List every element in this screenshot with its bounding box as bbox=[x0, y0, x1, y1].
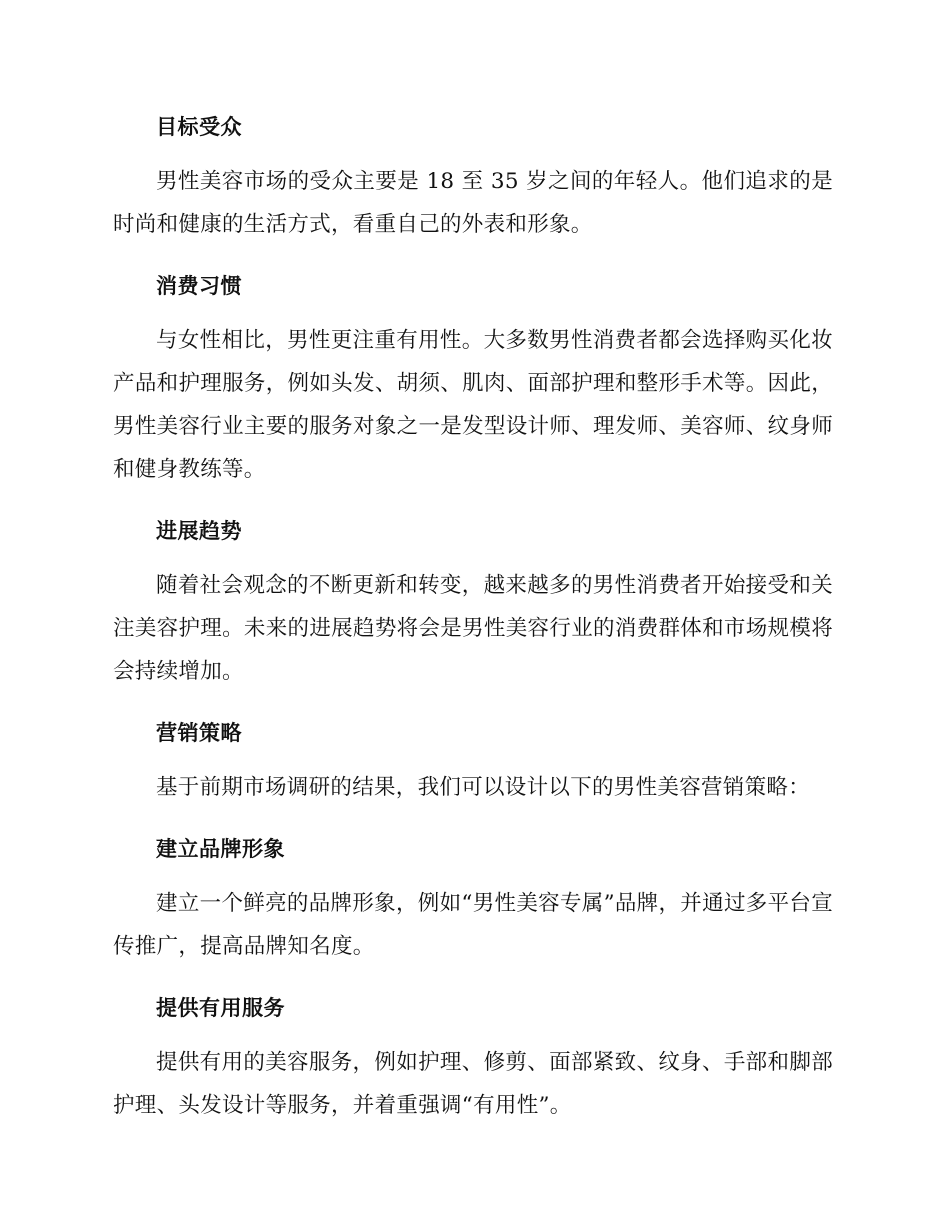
section-consumer-habits bbox=[113, 266, 833, 511]
section-heading: 营销策略 bbox=[156, 721, 242, 745]
section-paragraph: 随着社会观念的不断更新和转变，越来越多的男性消费者开始接受和关注美容护理。未来的进展趋势将会是男性美容行业的消费群体和市场规模将会持续增加。 bbox=[113, 573, 833, 684]
section-paragraph: 建立一个鲜亮的品牌形象，例如“男性美容专属”品牌，并通过多平台宣传推广，提高品牌知名度。 bbox=[113, 891, 833, 959]
section-brand-image bbox=[113, 829, 833, 988]
section-development-trend bbox=[113, 511, 833, 713]
section-paragraph: 提供有用的美容服务，例如护理、修剪、面部紧致、纹身、手部和脚部护理、头发设计等服务，并着重强调“有用性”。 bbox=[113, 1050, 833, 1118]
section-paragraph: 与女性相比，男性更注重有用性。大多数男性消费者都会选择购买化妆产品和护理服务，例如头发、胡须、肌肉、面部护理和整形手术等。因此，男性美容行业主要的服务对象之一是发型设计师、理发师、美容师、纹身师和健身教练等。 bbox=[113, 328, 833, 482]
section-paragraph: 基于前期市场调研的结果，我们可以设计以下的男性美容营销策略： bbox=[156, 775, 811, 800]
section-heading: 进展趋势 bbox=[156, 519, 242, 543]
section-heading: 建立品牌形象 bbox=[156, 837, 285, 861]
document-page bbox=[113, 107, 833, 1127]
section-heading: 提供有用服务 bbox=[156, 996, 285, 1020]
section-marketing-strategy bbox=[113, 713, 833, 829]
section-heading: 消费习惯 bbox=[156, 274, 242, 298]
section-heading: 目标受众 bbox=[156, 115, 242, 139]
section-useful-services bbox=[113, 988, 833, 1127]
section-paragraph: 男性美容市场的受众主要是 18 至 35 岁之间的年轻人。他们追求的是时尚和健康的生活方式，看重自己的外表和形象。 bbox=[113, 169, 833, 237]
section-target-audience bbox=[113, 107, 833, 266]
